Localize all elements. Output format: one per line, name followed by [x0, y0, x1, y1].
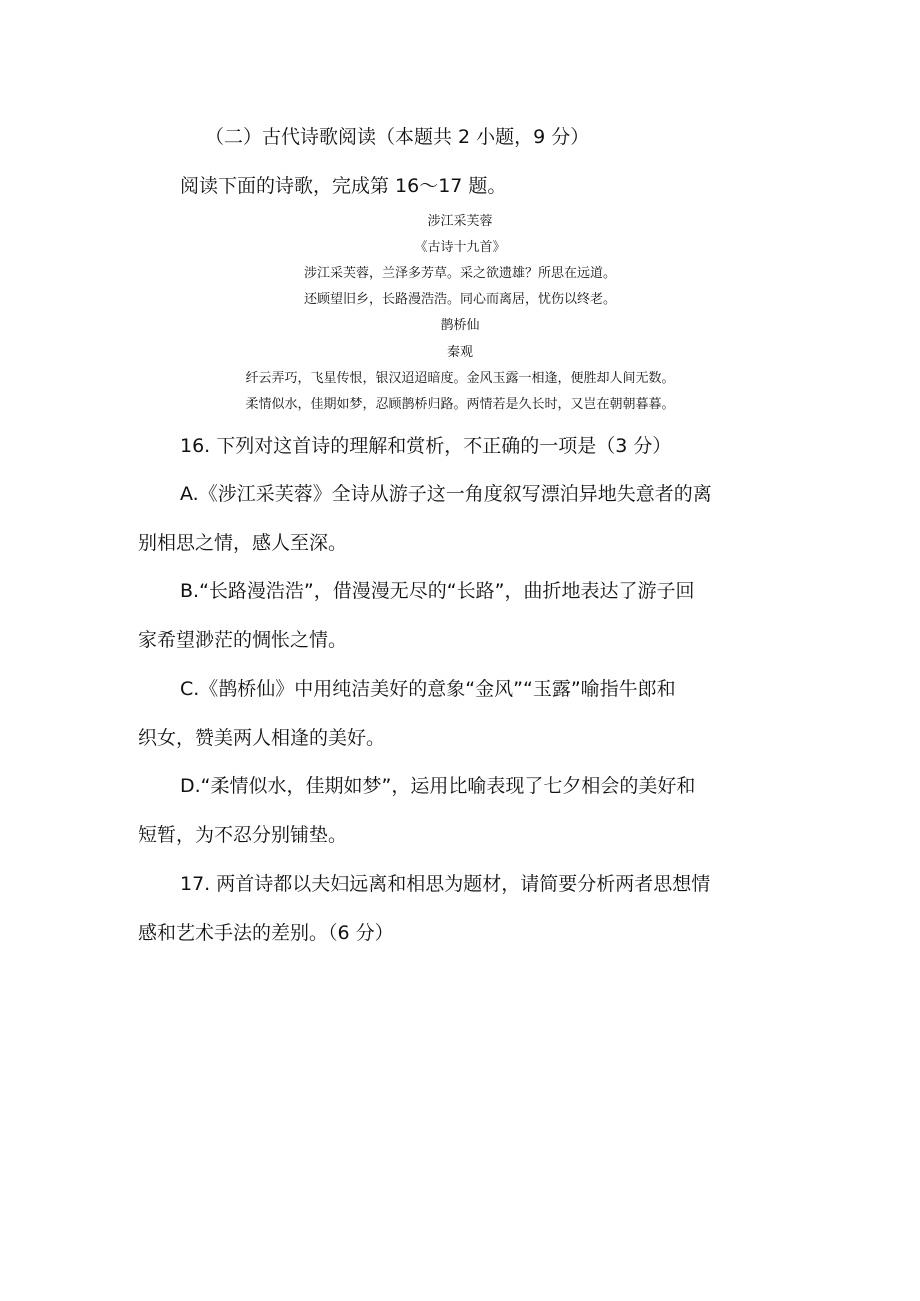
option-b-line-2: 家希望渺茫的惆怅之情。 — [138, 629, 348, 651]
poem-1-source: 《古诗十九首》 — [414, 240, 506, 255]
poem-1-line-1: 涉江采芙蓉，兰泽多芳草。采之欲遗雄？所思在远道。 — [303, 266, 616, 281]
instruction-text: 阅读下面的诗歌，完成第 16～17 题。 — [180, 175, 507, 197]
question-16-stem: 16. 下列对这首诗的理解和赏析，不正确的一项是（3 分） — [180, 435, 672, 457]
poem-1-line-2: 还顾望旧乡，长路漫浩浩。同心而离居，忧伤以终老。 — [303, 292, 616, 307]
option-a-line-2: 别相思之情，感人至深。 — [138, 532, 348, 554]
question-17-line-1: 17. 两首诗都以夫妇远离和相思为题材，请简要分析两者思想情 — [180, 873, 711, 895]
section-heading: （二）古代诗歌阅读（本题共 2 小题，9 分） — [205, 126, 590, 148]
poem-2-title: 鹊桥仙 — [440, 318, 480, 333]
poem-2-author: 秦观 — [446, 345, 473, 360]
option-c-line-2: 织女，赞美两人相逢的美好。 — [138, 727, 386, 749]
option-c-line-1: C.《鹊桥仙》中用纯洁美好的意象“金风”“玉露”喻指牛郎和 — [180, 678, 676, 700]
poem-2-line-2: 柔情似水，佳期如梦，忍顾鹊桥归路。两情若是久长时，又岂在朝朝暮暮。 — [245, 397, 675, 412]
question-17-line-2: 感和艺术手法的差别。（6 分） — [138, 922, 394, 944]
option-d-line-1: D.“柔情似水，佳期如梦”，运用比喻表现了七夕相会的美好和 — [180, 775, 696, 797]
poem-2-line-1: 纤云弄巧，飞星传恨，银汉迢迢暗度。金风玉露一相逢，便胜却人间无数。 — [245, 371, 675, 386]
option-d-line-2: 短暂，为不忍分别铺垫。 — [138, 824, 348, 846]
option-a-line-1: A.《涉江采芙蓉》全诗从游子这一角度叙写漂泊异地失意者的离 — [180, 483, 712, 505]
poem-1-title: 涉江采芙蓉 — [427, 214, 493, 229]
option-b-line-1: B.“长路漫浩浩”，借漫漫无尽的“长路”，曲折地表达了游子回 — [180, 580, 695, 602]
